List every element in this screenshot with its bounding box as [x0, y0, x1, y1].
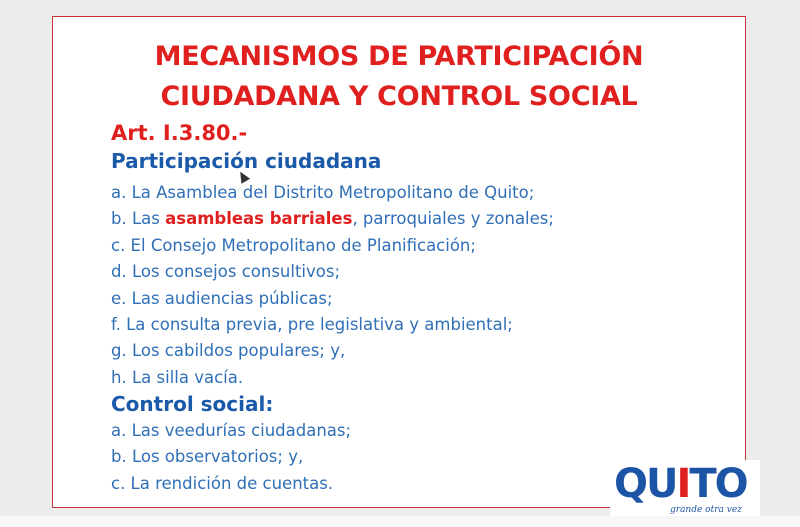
slide-frame [52, 16, 746, 508]
list-item: g. Los cabildos populares; y, [111, 341, 346, 361]
title-line-1: MECANISMOS DE PARTICIPACIÓN [154, 41, 644, 72]
logo-tagline: grande otra vez [670, 505, 742, 515]
item-b-prefix: b. Las [111, 209, 166, 229]
list-item: e. Las audiencias públicas; [111, 288, 333, 308]
list-item [111, 206, 554, 232]
list-item: c. El Consejo Metropolitano de Planificación; [111, 235, 476, 255]
item-b-highlight: asambleas barriales [165, 209, 353, 229]
list-item: b. Los observatorios; y, [111, 447, 304, 467]
list-item: f. La consulta previa, pre legislativa y ambiental; [111, 314, 513, 334]
list-item: d. Los consejos consultivos; [111, 262, 341, 282]
logo-wordmark: QUITO [614, 461, 747, 507]
list-item: a. La Asamblea del Distrito Metropolitano de Quito; [111, 183, 535, 202]
title-line-2: CIUDADANA Y CONTROL SOCIAL [160, 81, 638, 112]
control-heading: Control social: [111, 392, 274, 416]
participation-list [111, 180, 554, 391]
list-item: h. La silla vacía. [111, 367, 244, 387]
quito-logo [610, 460, 760, 522]
list-item: c. La rendición de cuentas. [111, 473, 334, 493]
bottom-bar [0, 516, 800, 527]
slide-title [53, 37, 745, 117]
control-list [111, 418, 351, 497]
list-item: a. Las veedurías ciudadanas; [111, 421, 352, 440]
item-b-rest: , parroquiales y zonales; [352, 209, 554, 229]
article-label: Art. I.3.80.- [111, 121, 248, 145]
participation-heading: Participación ciudadana [111, 149, 382, 173]
